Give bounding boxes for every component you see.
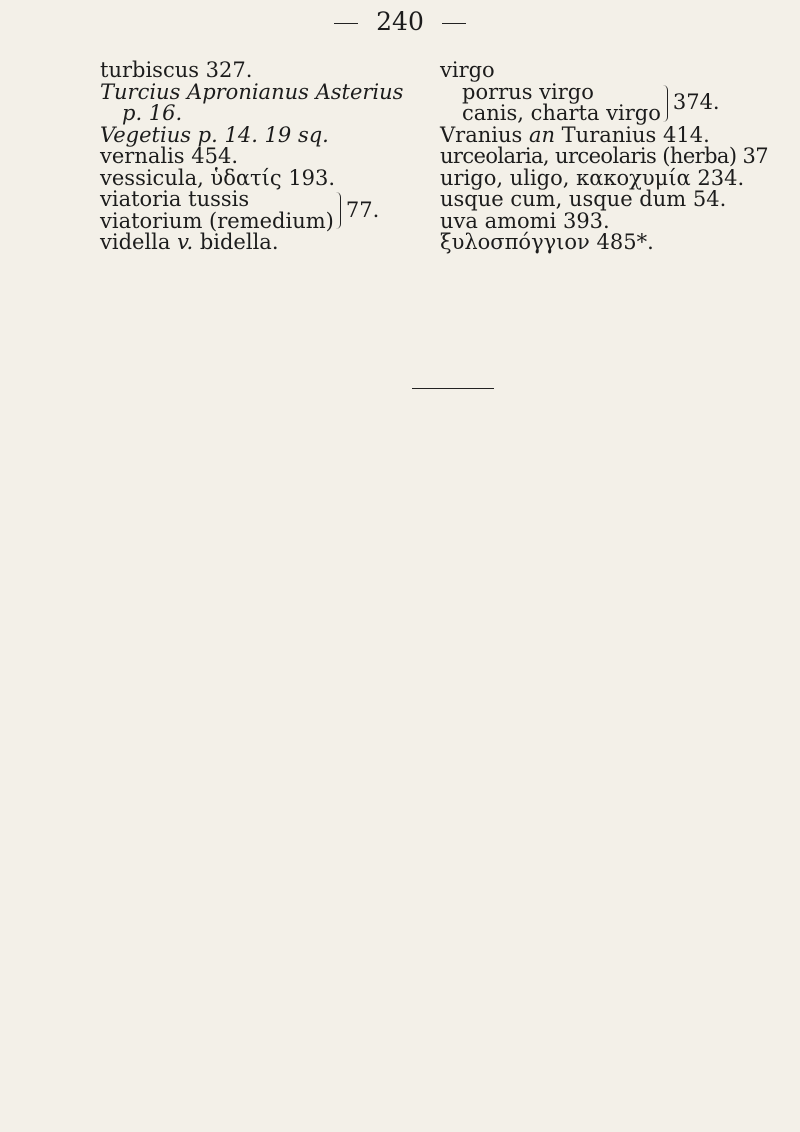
index-entry: canis, charta virgo	[462, 101, 661, 125]
index-entry: urigo, uligo, κακοχυμία 234.	[440, 165, 745, 190]
section-rule	[412, 388, 494, 389]
index-entry: virgo	[440, 58, 495, 82]
braced-entry-group	[100, 189, 420, 232]
index-entry: vessicula, ὑδατίς 193.	[100, 165, 336, 190]
index-entry: vidella v. bidella.	[100, 230, 279, 254]
index-entry: ξυλοσπόγγιον 485*.	[440, 230, 654, 254]
index-entry: vernalis 454.	[100, 144, 239, 168]
header-dash-right	[442, 23, 466, 24]
page-header	[0, 6, 800, 38]
brace-icon	[335, 192, 341, 229]
index-entry: viatorium (remedium)	[100, 208, 334, 233]
index-entry: urceolaria, urceolaris (herba) 37	[440, 144, 769, 168]
index-entry: Turcius Apronianus Asterius	[100, 79, 404, 104]
index-entry: Vranius an Turanius 414.	[440, 122, 710, 147]
index-entry: Vegetius p. 14. 19 sq.	[100, 122, 329, 147]
header-dash-left	[334, 23, 358, 24]
index-entry: viatoria tussis	[100, 187, 250, 211]
index-entry: porrus virgo	[462, 79, 594, 104]
brace-icon	[662, 85, 668, 122]
braced-page-ref: 77.	[345, 197, 380, 222]
index-entry: turbiscus 327.	[100, 58, 253, 82]
index-column-right	[440, 60, 790, 254]
braced-entry-group	[440, 79, 790, 125]
index-column-left	[100, 60, 420, 254]
bleed-through	[100, 420, 790, 1080]
index-entry: uva amomi 393.	[440, 208, 610, 233]
index-entry: usque cum, usque dum 54.	[440, 187, 727, 211]
braced-page-ref: 374.	[672, 90, 720, 115]
page-number: 240	[376, 7, 424, 36]
index-entry-continuation: p. 16.	[122, 101, 183, 125]
